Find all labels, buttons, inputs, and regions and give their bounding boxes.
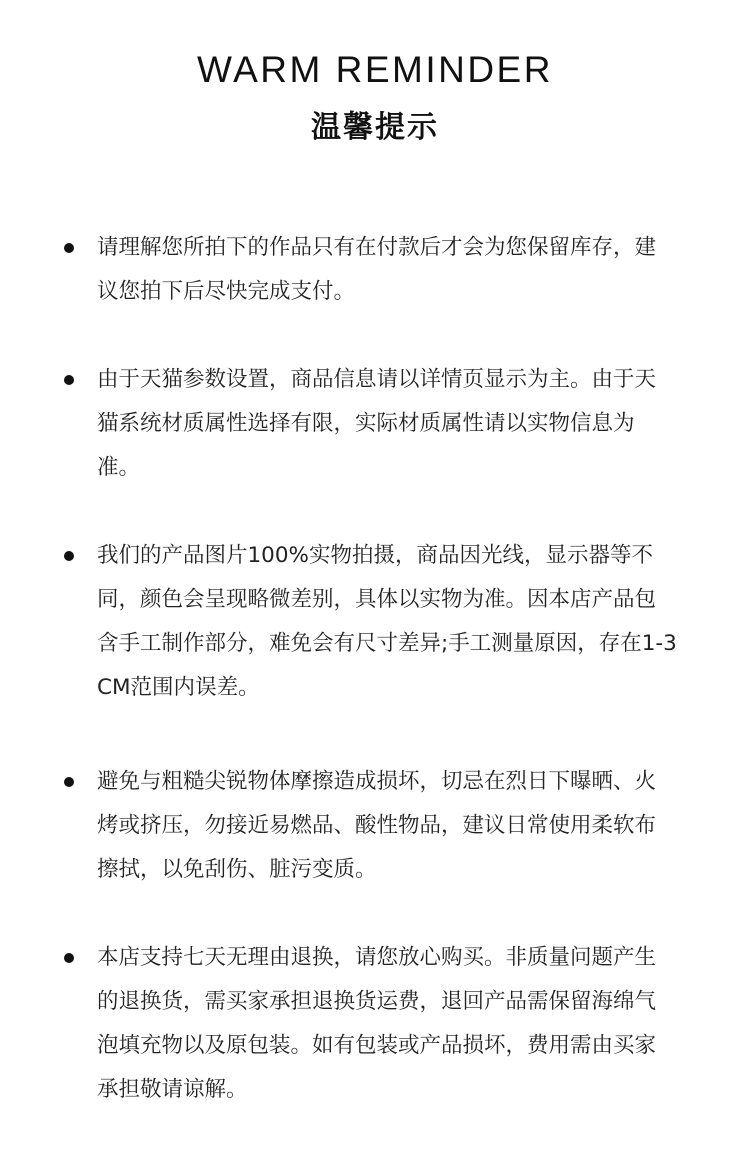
reminder-text: 本店支持七天无理由退换，请您放心购买。非质量问题产生的退换货，需买家承担退换货运费，退回产品需保留海绵气泡填充物以及原包装。如有包装或产品损坏，费用需由买家承担敬请谅解。 <box>97 945 657 1102</box>
reminder-text: 由于天猫参数设置，商品信息请以详情页显示为主。由于天猫系统材质属性选择有限，实际材质属性请以实物信息为准。 <box>97 367 657 480</box>
reminder-item <box>0 534 677 710</box>
reminder-item <box>0 936 677 1112</box>
bullet-icon <box>64 953 74 963</box>
bullet-icon <box>64 243 74 253</box>
reminder-text: 避免与粗糙尖锐物体摩擦造成损坏，切忌在烈日下曝晒、火烤或挤压，勿接近易燃品、酸性物品，建议日常使用柔软布擦拭，以免刮伤、脏污变质。 <box>97 769 657 882</box>
reminder-item <box>0 760 677 892</box>
bullet-icon <box>64 777 74 787</box>
reminder-item <box>0 358 677 490</box>
bullet-icon <box>64 551 74 561</box>
header <box>0 48 750 146</box>
bullet-icon <box>64 375 74 385</box>
reminder-text: 我们的产品图片100%实物拍摄，商品因光线，显示器等不同，颜色会呈现略微差别，具体以实物为准。因本店产品包含手工制作部分，难免会有尺寸差异;手工测量原因，存在1-3CM范围内误差。 <box>97 543 677 700</box>
reminder-text: 请理解您所拍下的作品只有在付款后才会为您保留库存，建议您拍下后尽快完成支付。 <box>97 235 657 304</box>
reminder-list <box>0 226 750 1156</box>
title-chinese: 温馨提示 <box>311 110 439 145</box>
reminder-item <box>0 226 677 314</box>
title-english: WARM REMINDER <box>197 49 553 90</box>
